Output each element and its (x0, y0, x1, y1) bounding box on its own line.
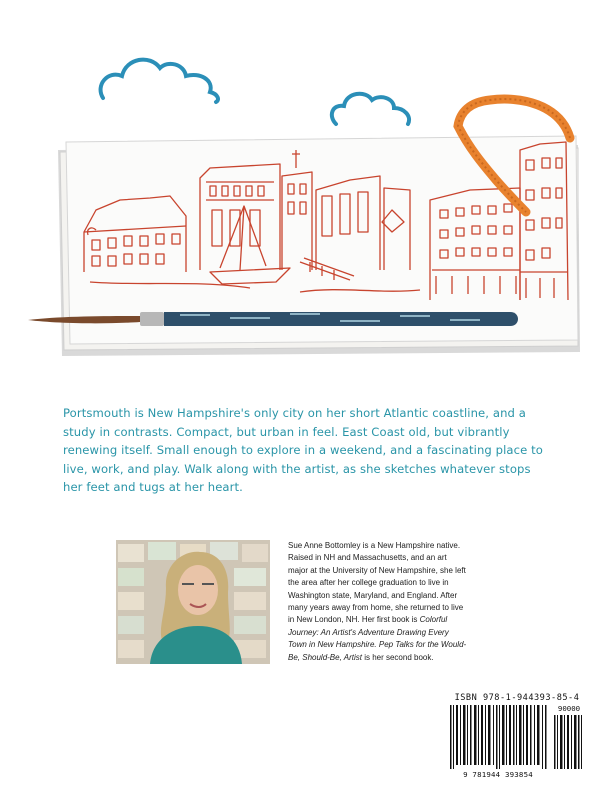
price-digits: 90000 (557, 704, 581, 713)
cloud-left-icon (101, 60, 218, 102)
bio-outro: is her second book. (361, 652, 434, 662)
ean-digits: 9 781944 393854 (463, 770, 533, 779)
cover-illustration (0, 0, 610, 380)
author-photo (116, 540, 270, 664)
cloud-right-icon (332, 94, 409, 124)
first-book-title: Colorful Journey: An Artist's Adventure Drawing Every Town in New Hampshire. (288, 615, 449, 650)
author-bio (288, 540, 468, 664)
bio-intro: Sue Anne Bottomley is a New Hampshire native. Raised in NH and Massachusetts, and an art major at the University of New Hampshire, she left the area after her college graduation to live in Washington state, Maryland, and England. After many years away from home, she returned to live in New London, NH. Her first book is (288, 541, 466, 625)
isbn-barcode (448, 693, 586, 779)
second-book-title: Pep Talks for the Would-Be, Should-Be, Artist (288, 640, 467, 662)
book-blurb: Portsmouth is New Hampshire's only city on her short Atlantic coastline, and a study in contrasts. Compact, but urban in feel. East Coast old, but vibrantly renewing itself. Small enough to explore in a weekend, and a fascinating place to live, work, and play. Walk along with the artist, as she sketches whatever stops her feet and tugs at her heart. (63, 406, 543, 494)
isbn-text: ISBN 978-1-944393-85-4 (454, 693, 580, 703)
